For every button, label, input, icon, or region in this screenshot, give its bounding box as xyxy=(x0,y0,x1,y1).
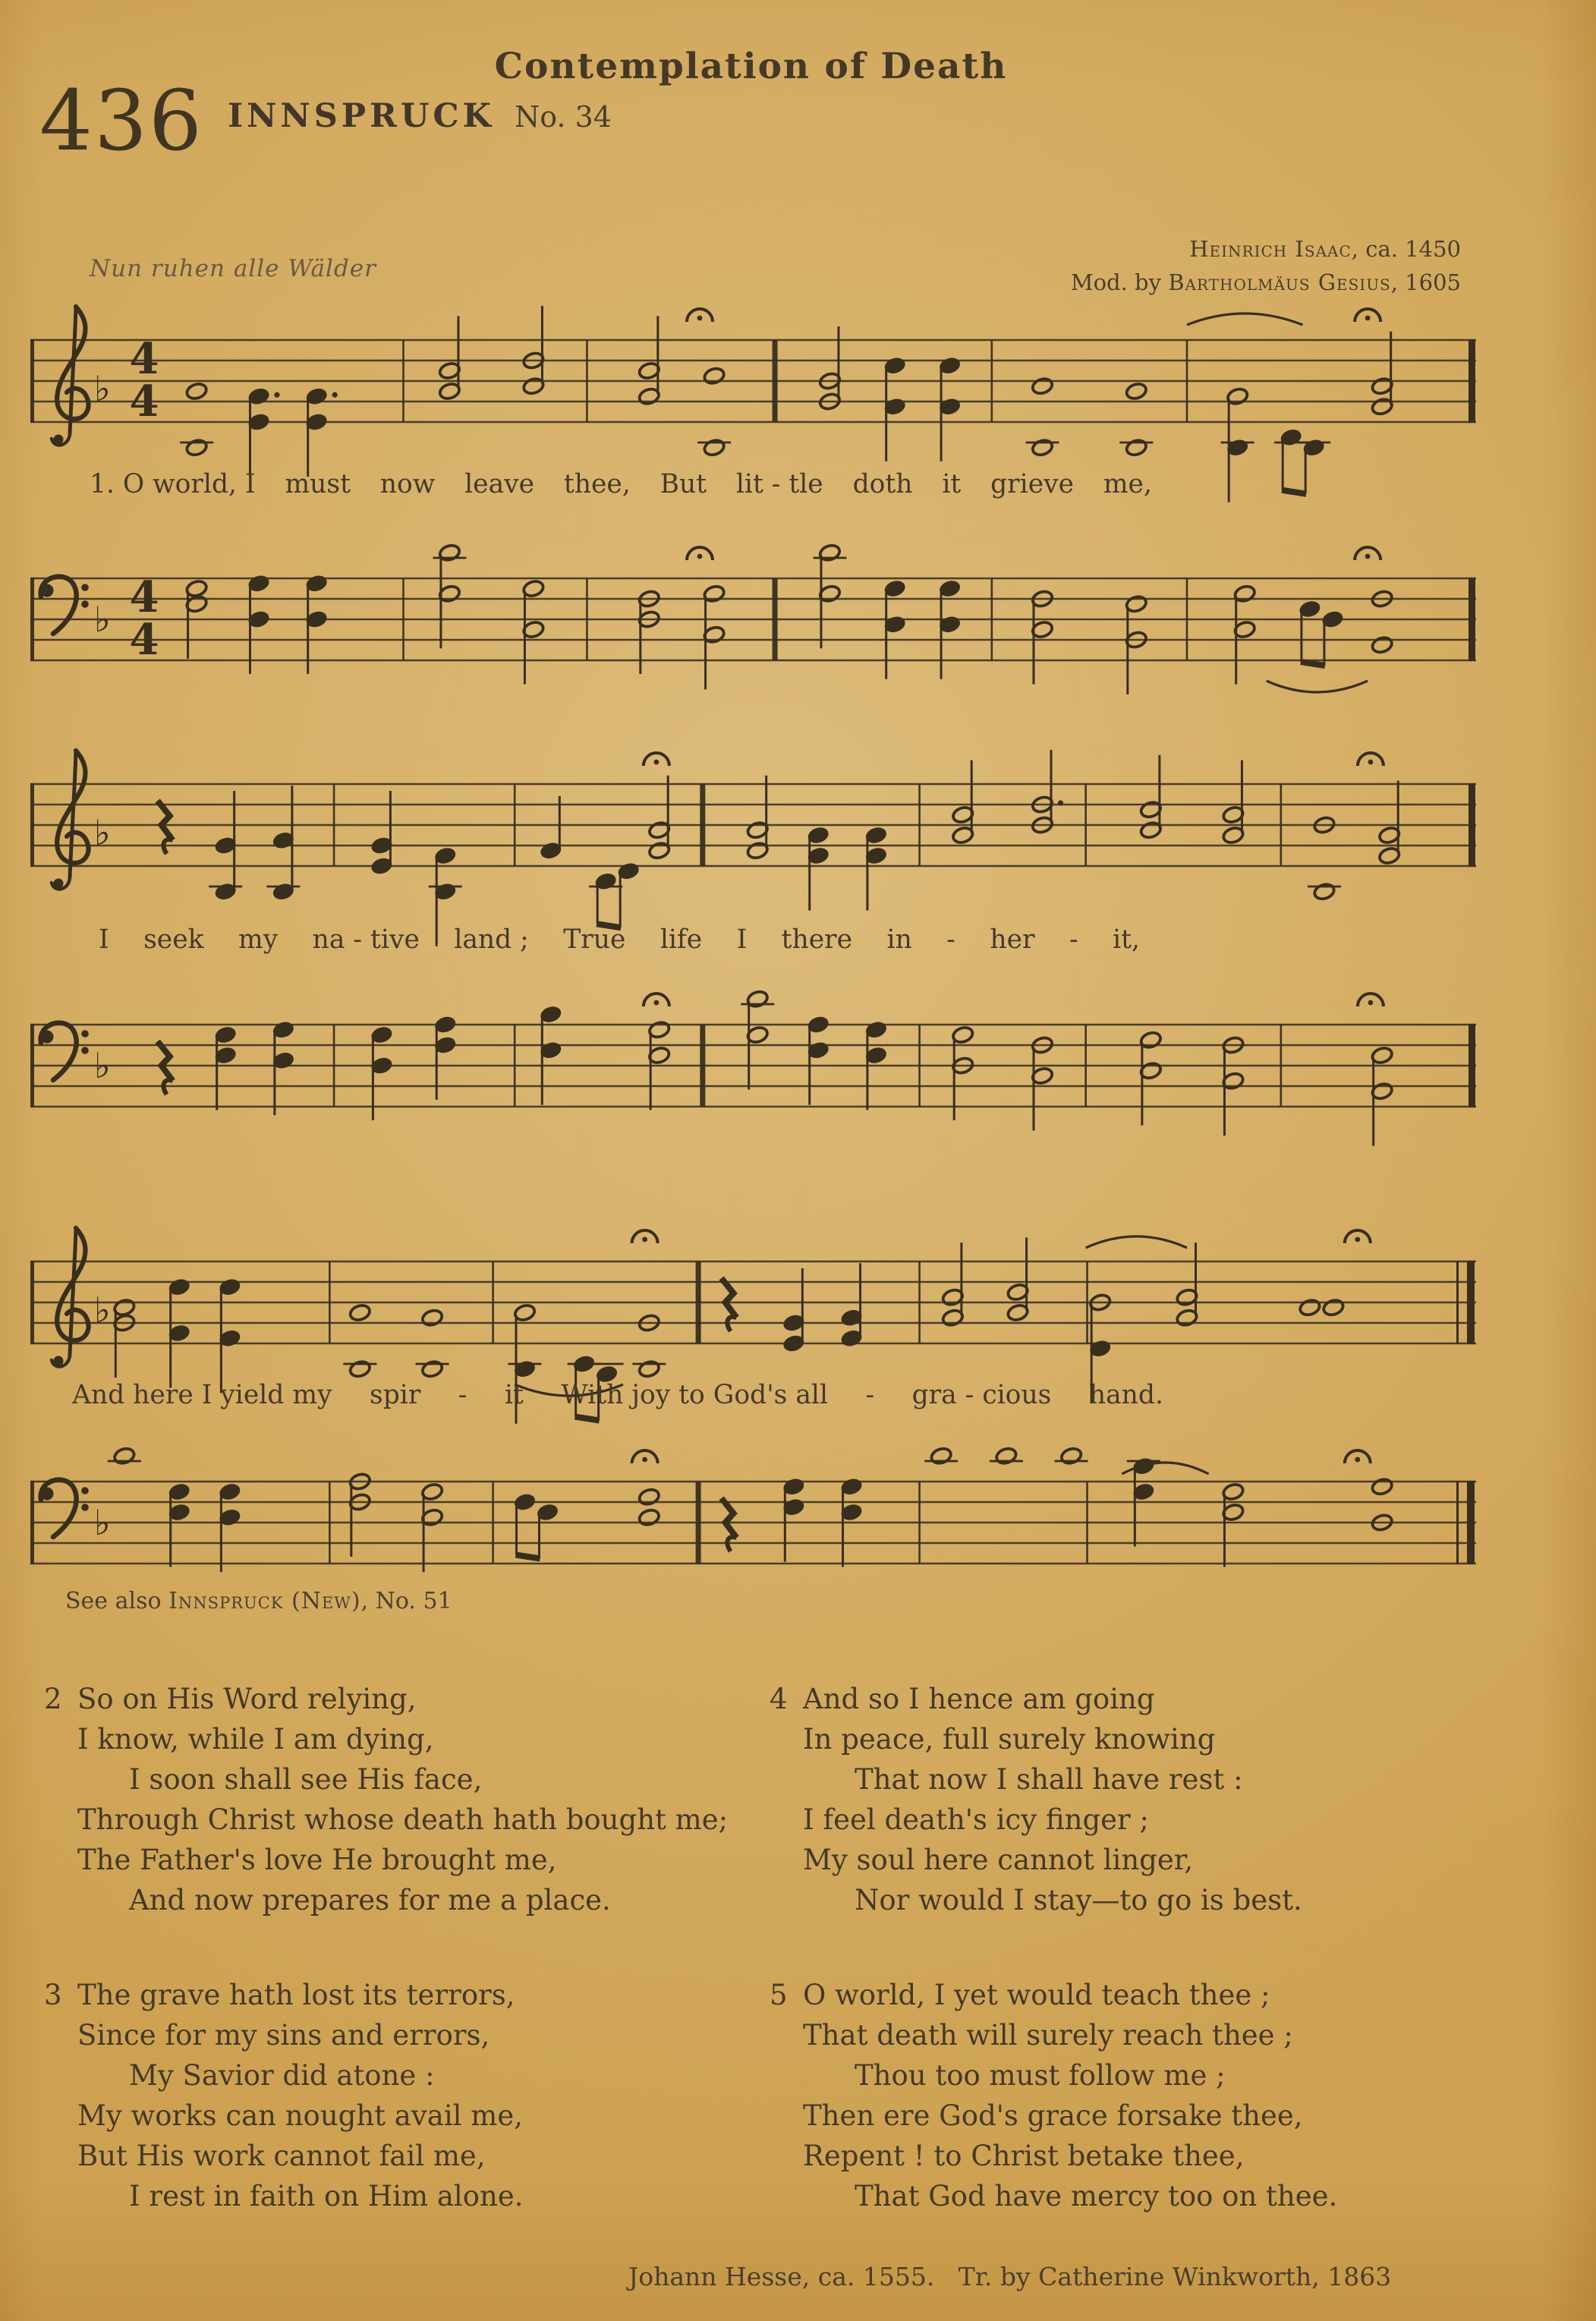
verse-2 xyxy=(44,1679,750,1920)
hymn-number: 436 xyxy=(39,72,203,169)
music-staff-bass-1 xyxy=(30,525,1476,753)
verse-line: And now prepares for me a place. xyxy=(129,1884,611,1916)
verse-line: That death will surely reach thee ; xyxy=(803,2019,1293,2052)
verse-line: Then ere God's grace forsake thee, xyxy=(803,2099,1303,2132)
verse-4 xyxy=(770,1679,1475,1920)
tune-number: No. 34 xyxy=(515,100,612,134)
verse-number: 2 xyxy=(44,1683,62,1715)
verse-line: That God have mercy too on thee. xyxy=(855,2180,1338,2212)
lyric-syllable: her xyxy=(990,924,1035,955)
time-sig-bottom: 4 xyxy=(129,615,159,665)
verse-line: But His work cannot fail me, xyxy=(77,2140,486,2172)
lyric-syllable: gra - cious xyxy=(911,1380,1052,1410)
lyric-syllable: grieve xyxy=(990,469,1075,499)
time-sig-bottom: 4 xyxy=(129,376,159,427)
lyric-syllable: must xyxy=(285,469,351,499)
verse-line: My works can nought avail me, xyxy=(77,2099,523,2132)
slur-arc xyxy=(1187,313,1302,325)
lyric-syllable: leave xyxy=(464,469,535,499)
lyric-syllable: True xyxy=(563,924,626,955)
bass-clef-icon xyxy=(41,577,89,634)
lyric-syllable: With joy to God's all xyxy=(561,1380,828,1410)
verse-line: Nor would I stay—to go is best. xyxy=(855,1884,1302,1916)
arranger-name: Bartholmäus Gesius xyxy=(1168,269,1391,295)
lyric-syllable: 1. O world, I xyxy=(90,469,256,499)
verse-number: 5 xyxy=(770,1979,788,2011)
lyric-syllable: spir xyxy=(370,1380,421,1410)
lyric-syllable: seek xyxy=(143,924,204,955)
lyric-syllable: na - tive xyxy=(312,924,420,955)
verse-line: And so I hence am going xyxy=(803,1683,1155,1715)
tune-name: INNSPRUCK xyxy=(228,97,495,135)
verse-number: 3 xyxy=(44,1979,62,2011)
verse-line: Repent ! to Christ betake thee, xyxy=(803,2140,1245,2172)
bass-clef-icon xyxy=(41,1480,89,1537)
flat-sign-icon: ♭ xyxy=(94,1290,111,1331)
fermata-icon xyxy=(644,753,669,766)
verse-line: My Savior did atone : xyxy=(129,2059,435,2092)
lyric-syllable: doth xyxy=(852,469,913,499)
lyric-syllable: But xyxy=(659,469,707,499)
composer-credit xyxy=(626,232,1461,266)
lyric-syllable: - xyxy=(865,1380,875,1410)
lyric-syllable: land ; xyxy=(454,924,529,955)
verse-line: Through Christ whose death hath bought me; xyxy=(77,1803,729,1836)
music-notes xyxy=(214,990,1393,1146)
verse-line: Thou too must follow me ; xyxy=(855,2059,1226,2092)
lyric-syllable: lit - tle xyxy=(735,469,823,499)
flat-sign-icon: ♭ xyxy=(94,1045,111,1086)
music-notes xyxy=(209,750,1401,946)
fermata-icon xyxy=(1355,309,1380,322)
fermata-icon xyxy=(1345,1230,1371,1243)
flat-sign-icon: ♭ xyxy=(94,1502,111,1543)
lyric-line-2 xyxy=(99,924,1140,955)
tune-incipit: Nun ruhen alle Wälder xyxy=(90,255,376,282)
verse-line: The grave hath lost its terrors, xyxy=(77,1979,515,2011)
lyric-syllable: I xyxy=(736,924,748,955)
verse-3 xyxy=(44,1975,750,2216)
flat-sign-icon: ♭ xyxy=(94,599,111,640)
lyric-syllable: it xyxy=(504,1380,524,1410)
verse-line: My soul here cannot linger, xyxy=(803,1844,1194,1876)
composer-name: Heinrich Isaac xyxy=(1189,236,1352,262)
flat-sign-icon: ♭ xyxy=(94,368,111,409)
page-title: Contemplation of Death xyxy=(494,46,1008,87)
lyric-syllable: - xyxy=(946,924,955,955)
treble-clef-icon xyxy=(52,751,88,889)
verse-line: Since for my sins and errors, xyxy=(77,2019,490,2052)
see-also-number: , No. 51 xyxy=(360,1588,452,1614)
slur-arc xyxy=(1267,681,1368,692)
lyric-syllable: - xyxy=(458,1380,467,1410)
lyric-syllable: my xyxy=(238,924,279,955)
verse-line: I know, while I am dying, xyxy=(77,1723,434,1756)
lyric-syllable: life xyxy=(659,924,703,955)
bass-clef-icon xyxy=(41,1023,89,1080)
author-translator-credit: Johann Hesse, ca. 1555. Tr. by Catherine Winkworth, 1863 xyxy=(628,2262,1392,2291)
see-also-tune: Innspruck (New) xyxy=(168,1588,361,1614)
verse-line: That now I shall have rest : xyxy=(855,1763,1243,1796)
verse-5 xyxy=(770,1975,1475,2216)
fermata-icon xyxy=(1355,547,1380,560)
lyric-syllable: hand. xyxy=(1088,1380,1163,1410)
arranger-prefix: Mod. by xyxy=(1070,269,1169,295)
verse-line: The Father's love He brought me, xyxy=(77,1844,557,1876)
fermata-icon xyxy=(687,547,713,560)
verse-number: 4 xyxy=(770,1683,788,1715)
treble-clef-icon xyxy=(52,307,88,445)
fermata-icon xyxy=(1358,753,1384,766)
music-staff-bass-3 xyxy=(30,1428,1476,1656)
lyric-syllable: in xyxy=(886,924,912,955)
lyric-syllable: there xyxy=(781,924,853,955)
slur-arc xyxy=(1086,1236,1187,1248)
composer-date: , ca. 1450 xyxy=(1351,236,1461,262)
flat-sign-icon: ♭ xyxy=(94,812,111,853)
lyric-syllable: me, xyxy=(1103,469,1152,499)
verse-line: In peace, full surely knowing xyxy=(803,1723,1216,1756)
verse-line: I soon shall see His face, xyxy=(129,1763,483,1796)
fermata-icon xyxy=(632,1450,658,1463)
music-notes xyxy=(108,1447,1393,1573)
lyric-line-3 xyxy=(72,1380,1163,1410)
arranger-date: , 1605 xyxy=(1390,269,1461,295)
lyric-syllable: it xyxy=(942,469,962,499)
lyric-line-1 xyxy=(90,469,1152,499)
fermata-icon xyxy=(687,309,713,322)
fermata-icon xyxy=(632,1230,658,1243)
verse-line: O world, I yet would teach thee ; xyxy=(803,1979,1270,2011)
lyric-syllable: I xyxy=(99,924,109,955)
fermata-icon xyxy=(1345,1450,1371,1463)
fermata-icon xyxy=(1358,994,1384,1006)
lyric-syllable: it, xyxy=(1113,924,1140,955)
time-sig-top: 4 xyxy=(129,334,159,384)
see-also-note xyxy=(65,1588,452,1614)
music-staff-bass-2 xyxy=(30,972,1476,1199)
lyric-syllable: And here I yield my xyxy=(72,1380,332,1410)
lyric-syllable: - xyxy=(1069,924,1078,955)
verse-line: So on His Word relying, xyxy=(77,1683,417,1715)
lyric-syllable: thee, xyxy=(563,469,631,499)
verse-line: I feel death's icy finger ; xyxy=(803,1803,1149,1836)
fermata-icon xyxy=(644,994,669,1006)
treble-clef-icon xyxy=(52,1228,88,1366)
verse-line: I rest in faith on Him alone. xyxy=(129,2180,524,2212)
time-sig-top: 4 xyxy=(129,572,159,622)
see-also-prefix: See also xyxy=(65,1588,169,1614)
lyric-syllable: now xyxy=(379,469,436,499)
